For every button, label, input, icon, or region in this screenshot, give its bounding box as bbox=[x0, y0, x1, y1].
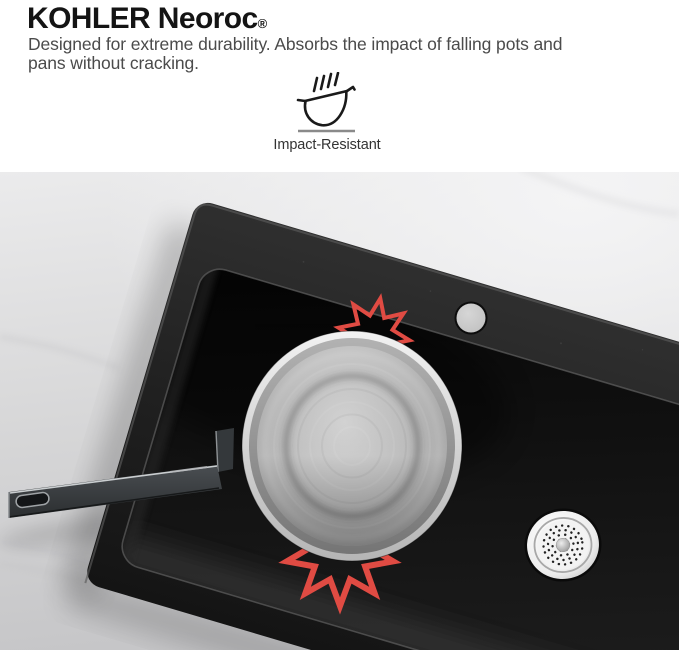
product-photo bbox=[0, 172, 679, 650]
registered-trademark: ® bbox=[257, 16, 268, 31]
feature-label: Impact-Resistant bbox=[273, 137, 381, 153]
motion-lines bbox=[314, 73, 338, 91]
page-title bbox=[27, 2, 267, 36]
description-line-2: pans without cracking. bbox=[28, 52, 199, 73]
description-line-1: Designed for extreme durability. Absorbs the impact of falling pots and bbox=[28, 34, 563, 54]
falling-pot-impact-icon bbox=[287, 72, 367, 134]
pot-outline bbox=[298, 87, 355, 125]
photo-scene bbox=[0, 172, 679, 650]
feature-callout bbox=[247, 72, 407, 153]
product-description bbox=[28, 35, 562, 72]
handle-neck bbox=[216, 428, 234, 472]
stainless-steel-saucepan bbox=[242, 331, 462, 561]
pan-shading bbox=[257, 346, 447, 546]
brand-product-name: KOHLER Neoroc bbox=[27, 2, 258, 35]
faucet-hole bbox=[455, 302, 488, 335]
